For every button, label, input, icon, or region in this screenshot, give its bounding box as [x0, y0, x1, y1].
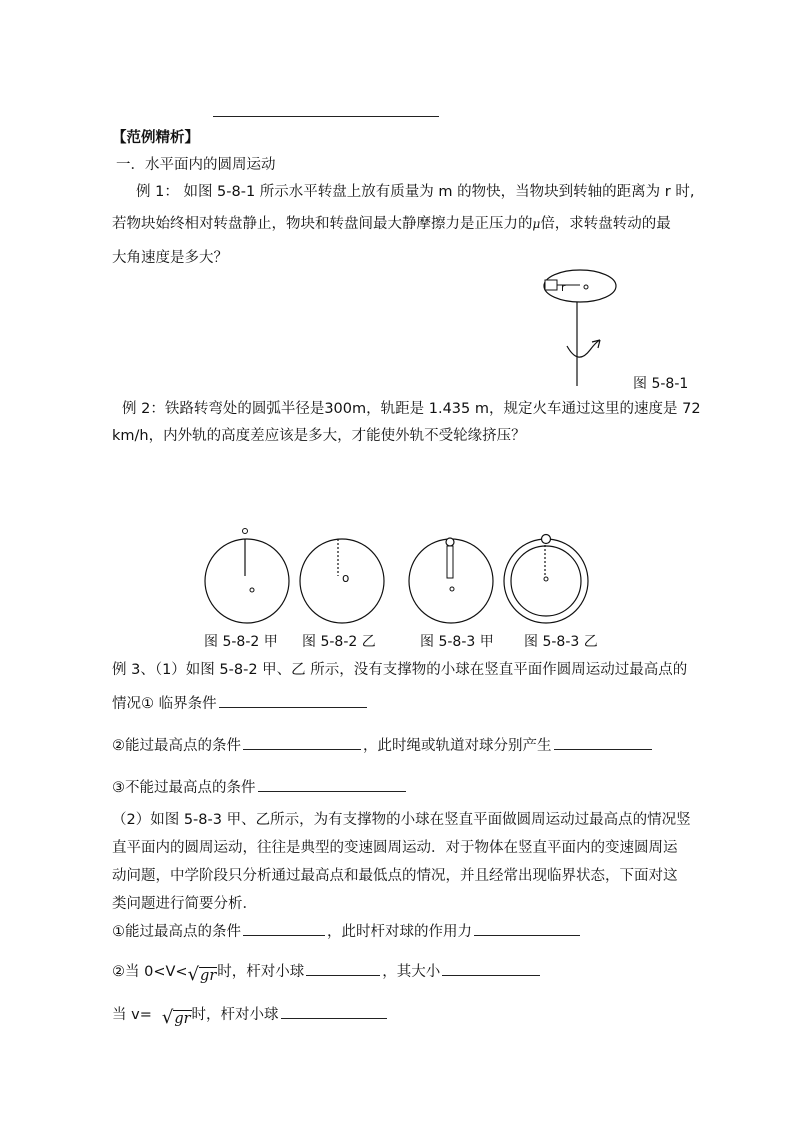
figure-5-8-3-yi: [502, 526, 592, 626]
pass-top-condition-label: ②能过最高点的条件: [112, 738, 241, 754]
rod-pass-top-label: ①能过最高点的条件: [112, 924, 241, 940]
example3-p1-line2: [112, 692, 369, 713]
example1-line2-a: 若物块始终相对转盘静止，物块和转盘间最大静摩擦力是正压力的: [112, 216, 533, 232]
figure-5-8-1-label: 图 5-8-1: [633, 376, 689, 392]
figure-5-8-3-yi-label: 图 5-8-3 乙: [524, 634, 598, 650]
rod-pass-top-blank[interactable]: [243, 921, 325, 936]
speed-equals-label: 当 v=: [112, 1007, 152, 1023]
part1-heading: 一．水平面内的圆周运动: [116, 157, 276, 173]
example3-p1-line1: 例 3、（1）如图 5-8-2 甲、乙 所示，没有支撑物的小球在竖直平面作圆周运动过最高点的: [112, 662, 688, 678]
example1-line3: 大角速度是多大？: [112, 250, 228, 266]
sqrt-gr-expression: √ gr: [187, 964, 217, 985]
example3-r2: [112, 960, 542, 984]
rod-on-ball-label-2: 时，杆对小球: [191, 1007, 279, 1023]
example2-line2: km/h，内外轨的高度差应该是多大，才能使外轨不受轮缘挤压？: [112, 428, 526, 444]
rope-force-label: ，此时绳或轨道对球分别产生: [363, 738, 552, 754]
figure-5-8-3-jia: [406, 526, 496, 626]
rod-on-ball-blank-2[interactable]: [281, 1004, 387, 1019]
sqrt-gr-expression-2: √ gr: [161, 1007, 191, 1028]
critical-condition-blank[interactable]: [219, 693, 367, 708]
example3-p2-line1: （2）如图 5-8-3 甲、乙所示，为有支撑物的小球在竖直平面做圆周运动过最高点的情况竖: [112, 812, 691, 828]
magnitude-label: ，其大小: [382, 964, 441, 980]
speed-range-label: ②当 0<V<: [112, 964, 188, 980]
example1-line2: [112, 212, 671, 233]
rope-force-blank[interactable]: [554, 735, 652, 750]
figure-5-8-2-jia: [202, 526, 292, 626]
example1-line2-b: 倍，求转盘转动的最: [540, 216, 671, 232]
figure-5-8-1-turntable: [530, 266, 630, 390]
figure-5-8-2-yi-label: 图 5-8-2 乙: [302, 634, 376, 650]
rod-on-ball-label: 时，杆对小球: [217, 964, 305, 980]
cannot-pass-condition-label: ③不能过最高点的条件: [112, 780, 256, 796]
example3-p2-line3: 动问题，中学阶段只分析通过最高点和最低点的情况，并且经常出现临界状态，下面对这: [112, 868, 678, 884]
example3-q2: [112, 734, 654, 755]
example2-line1: 例 2：铁路转弯处的圆弧半径是300m，轨距是 1.435 m，规定火车通过这里的速度是 72: [122, 401, 701, 417]
critical-condition-label: 情况① 临界条件: [112, 696, 217, 712]
section-title: 【范例精析】: [112, 130, 199, 146]
example3-q3: [112, 776, 408, 797]
figure-5-8-3-jia-label: 图 5-8-3 甲: [420, 634, 494, 650]
cannot-pass-condition-blank[interactable]: [258, 777, 406, 792]
mu-symbol: μ: [532, 217, 541, 231]
magnitude-blank[interactable]: [442, 961, 540, 976]
rod-on-ball-blank[interactable]: [306, 961, 380, 976]
example3-r3: [112, 1003, 389, 1027]
rod-force-label: ，此时杆对球的作用力: [327, 924, 472, 940]
example1-line1: 例 1： 如图 5-8-1 所示水平转盘上放有质量为 m 的物快，当物块到转轴的距离为 r 时,: [136, 184, 695, 200]
figure-5-8-1-r-label: r: [561, 281, 566, 294]
example3-r1: [112, 920, 582, 941]
example3-p2-line4: 类问题进行简要分析．: [112, 896, 257, 912]
example3-p2-line2: 直平面内的圆周运动，往往是典型的变速圆周运动．对于物体在竖直平面内的变速圆周运: [112, 840, 678, 856]
figure-5-8-2-yi-center-mark: o: [342, 571, 350, 585]
pass-top-condition-blank[interactable]: [243, 735, 361, 750]
figure-5-8-2-jia-label: 图 5-8-2 甲: [204, 634, 278, 650]
rod-force-blank[interactable]: [474, 921, 580, 936]
top-rule: [213, 116, 439, 117]
